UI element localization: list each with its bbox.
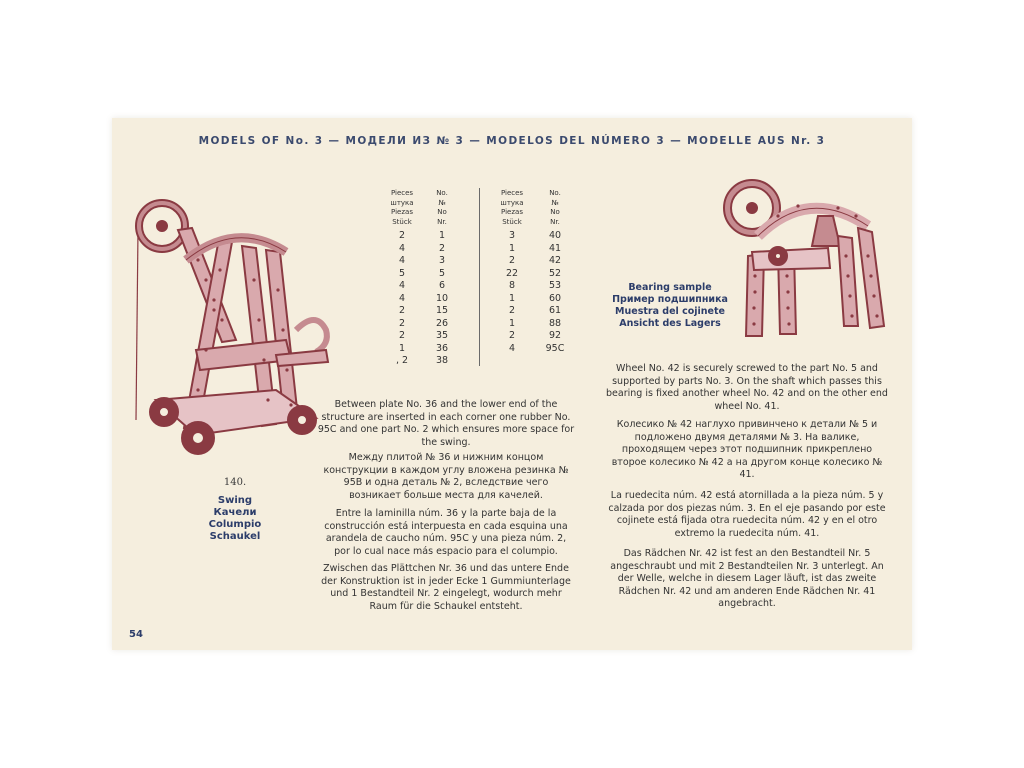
swing-illustration: [126, 190, 346, 470]
pieces-header-left: Pieces штука Piezas Stück: [390, 189, 414, 226]
bearing-text-es: La ruedecita núm. 42 está atornillada a la pieza núm. 5 y calzada por dos piezas núm. 3. En el eje pasando por este cojinete está fijada otra ruedecita núm. 42 y en el otro extremo la ruedecita núm. 41.: [608, 490, 886, 539]
model-caption: [190, 477, 280, 543]
swing-text-ru: Между плитой № 36 и нижним концом конструкции в каждом углу вложена резинка № 95В и одна деталь № 2, вследствие чего возникает больше места для качелей.: [323, 452, 569, 501]
no-header-right: No. № No Nr.: [549, 189, 561, 226]
bearing-caption: Bearing sample Пример подшипника Muestra del cojinete Ansicht des Lagers: [612, 282, 728, 329]
page-header: MODELS OF No. 3 — МОДЕЛИ ИЗ № 3 — MODELOS DEL NÚMERO 3 — MODELLE AUS Nr. 3: [198, 135, 826, 147]
model-number: 140.: [223, 477, 247, 488]
pieces-column-left: 2 4 4 5 4 4 2 2 2 1 , 2: [395, 230, 409, 366]
parts-table: [382, 189, 582, 369]
table-divider: [479, 188, 480, 366]
model-name-ru: Качели: [213, 507, 257, 518]
pieces-column-right: 3 1 2 22 8 1 2 1 2 4: [505, 230, 519, 354]
swing-text-en: Between plate No. 36 and the lower end of the structure are inserted in each corner one rubber No. 95C and one part No. 2 which ensures more space for the swing.: [317, 399, 575, 448]
pieces-header-right: Pieces штука Piezas Stück: [500, 189, 524, 226]
bearing-text-en: Wheel No. 42 is securely screwed to the part No. 5 and supported by parts No. 3. On the shaft which passes this bearing is fixed another wheel No. 42 and on the other end wheel No. 41.: [606, 363, 888, 412]
model-name-de: Schaukel: [209, 531, 261, 542]
no-header-left: No. № No Nr.: [436, 189, 448, 226]
swing-text-de: Zwischen das Plättchen Nr. 36 und das untere Ende der Konstruktion ist in jeder Ecke 1 Gummiunterlage und 1 Bestandteil Nr. 2 eingelegt, wodurch mehr Raum für die Schaukel entsteht.: [321, 563, 571, 612]
no-column-left: 1 2 3 5 6 10 15 26 35 36 38: [435, 230, 449, 366]
catalog-page: [112, 118, 912, 650]
bearing-text-ru: Колесико № 42 наглухо привинчено к детали № 5 и подложено двумя деталями № 3. На валике, проходящем через этот подшипник прикреплено второе колесико № 42 а на другом конце колесико № 41.: [611, 419, 883, 481]
swing-text-es: Entre la laminilla núm. 36 y la parte baja de la construcción está interpuesta en cada esquina una arandela de caucho núm. 95C y una pieza núm. 2, por lo cual nace más espacio para el columpio.: [324, 508, 568, 557]
page-number: 54: [129, 629, 143, 640]
no-column-right: 40 41 42 52 53 60 61 88 92 95C: [545, 230, 565, 354]
model-name-es: Columpio: [208, 519, 262, 530]
bearing-text-de: Das Rädchen Nr. 42 ist fest an den Bestandteil Nr. 5 angeschraubt und mit 2 Bestandteilen Nr. 3 unterlegt. An der Welle, welche in diesem Lager läuft, ist das zweite Rädchen Nr. 42 und am anderen Ende Rädchen Nr. 41 angebracht.: [610, 548, 884, 610]
bearing-illustration: [718, 176, 888, 341]
model-name-en: Swing: [217, 495, 253, 506]
